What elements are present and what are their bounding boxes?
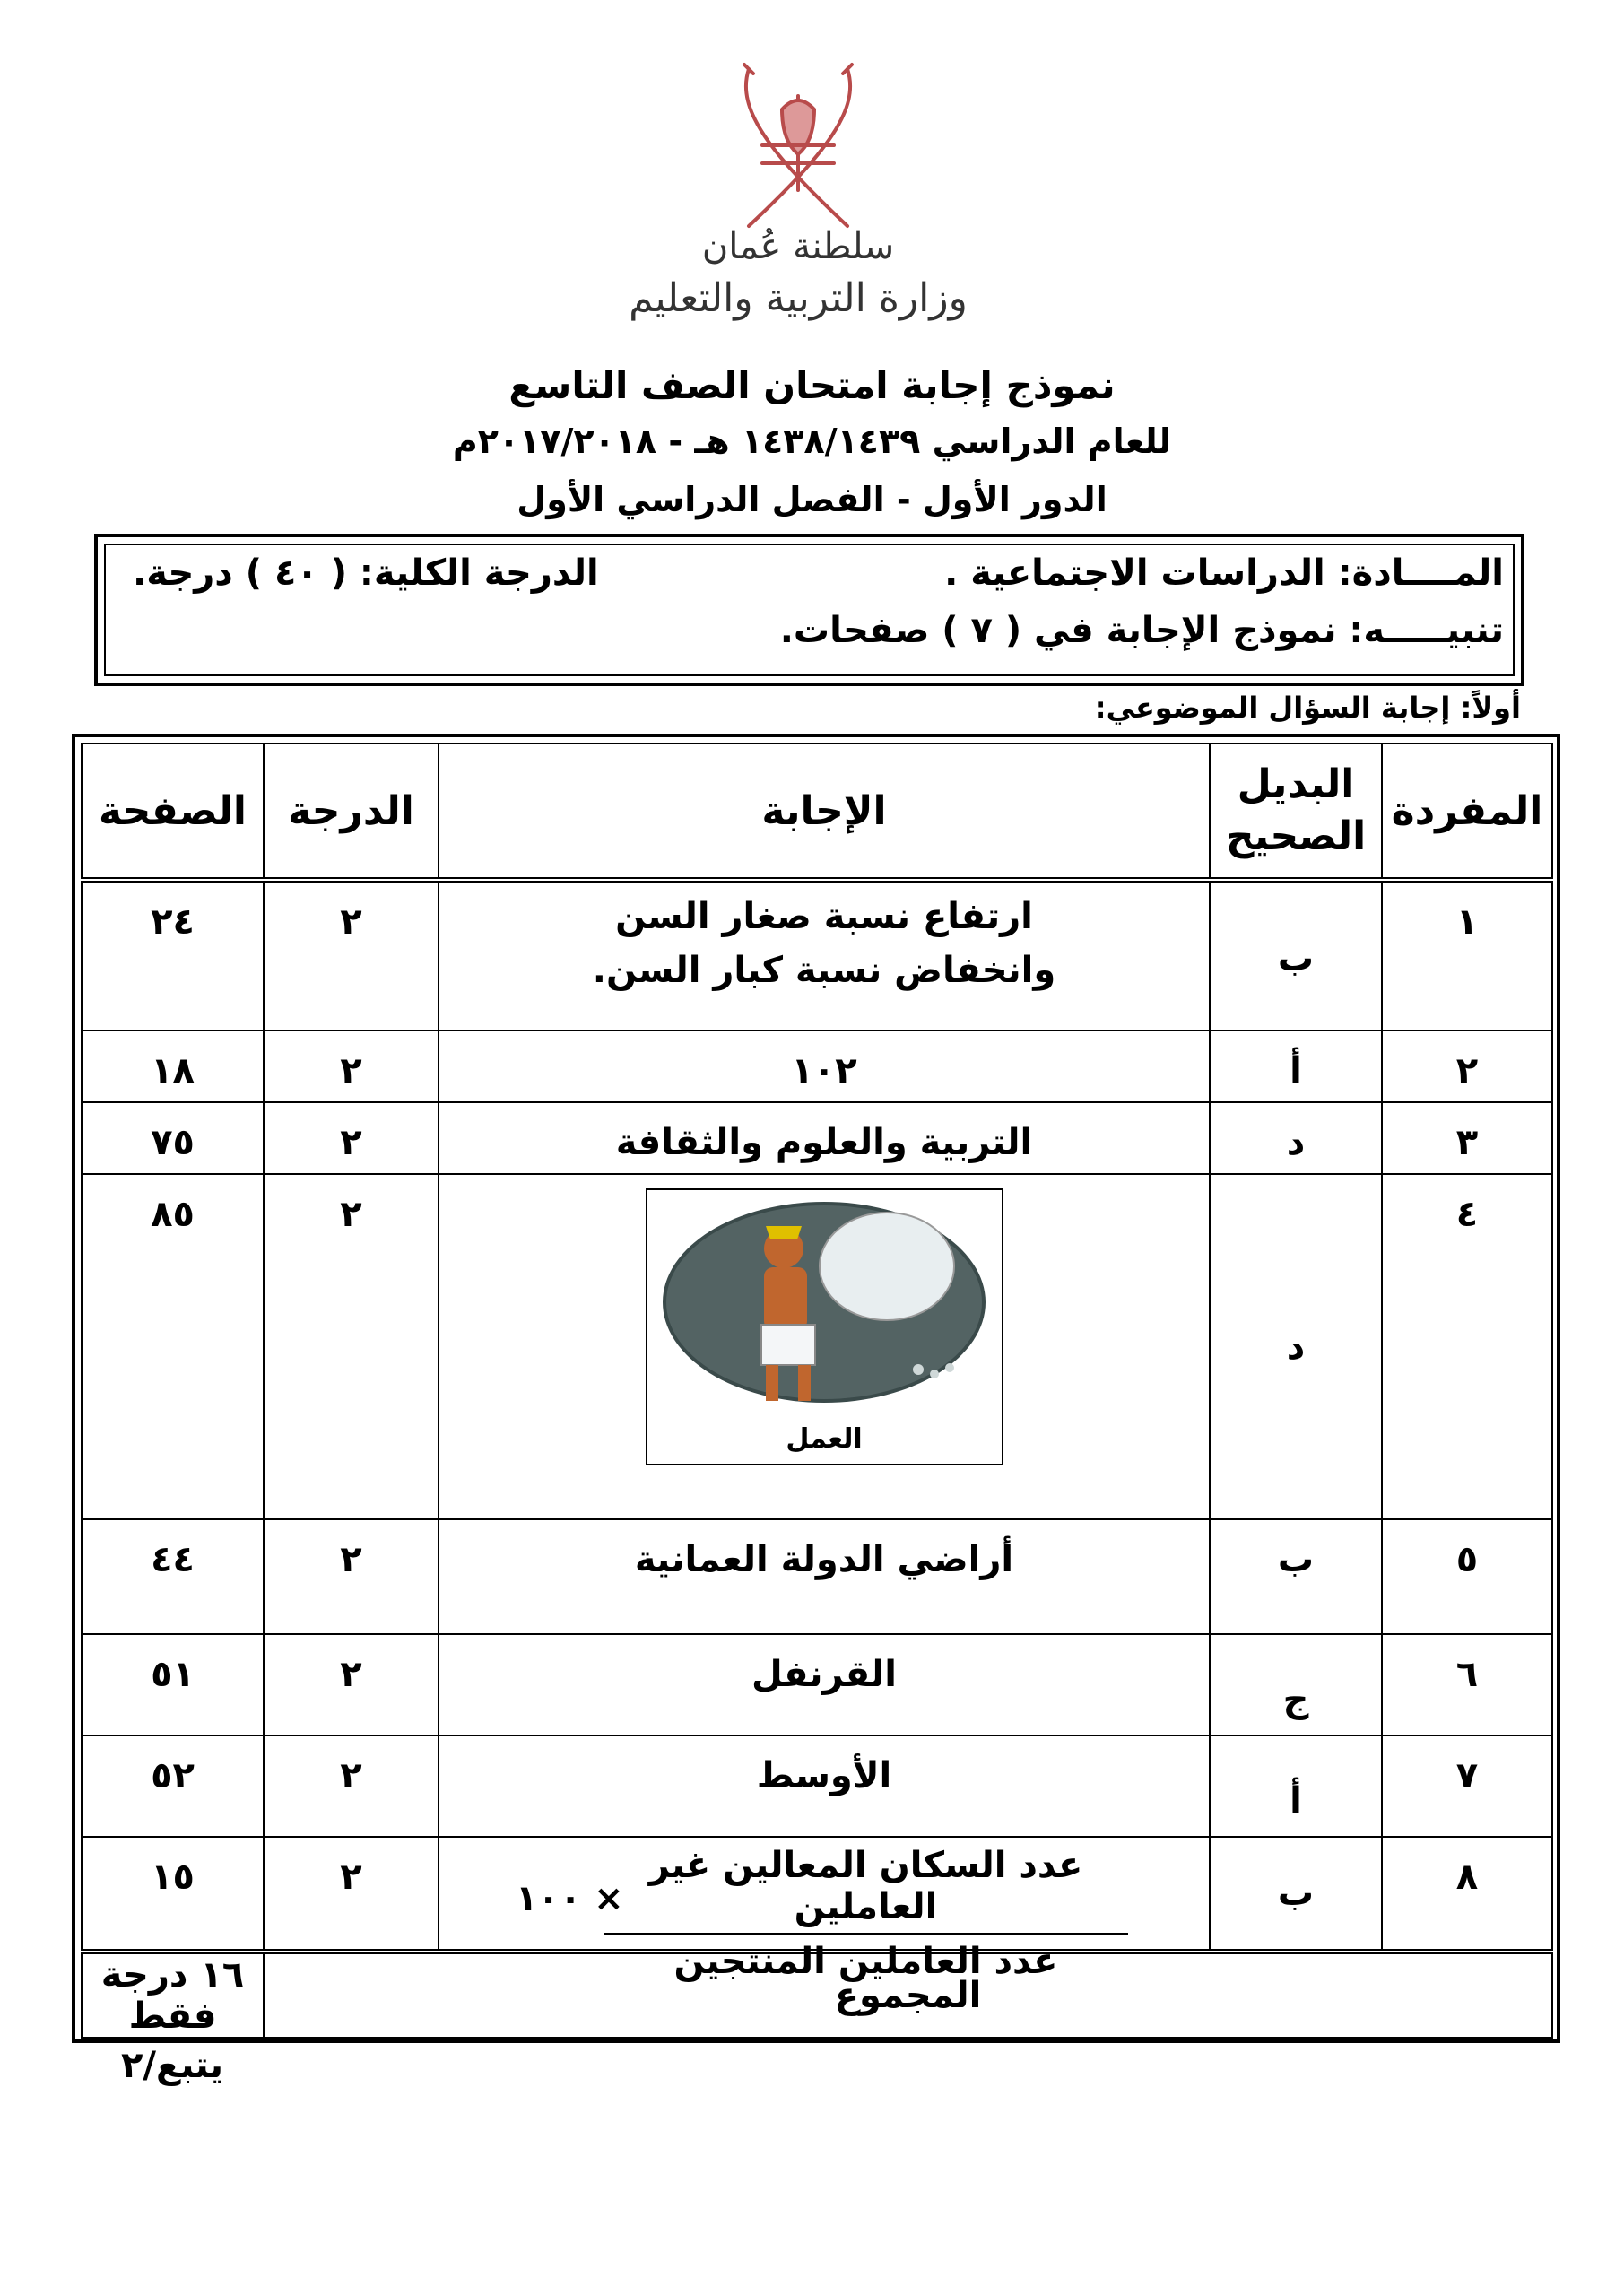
table-row xyxy=(82,880,1552,1031)
header-correct-alt: البديل الصحيح xyxy=(1210,744,1382,880)
picture-caption: العمل xyxy=(786,1423,863,1455)
table-row xyxy=(82,1837,1552,1952)
row-item: ٨ xyxy=(1382,1837,1552,1952)
row-alt: ب xyxy=(1210,1837,1382,1952)
table-row xyxy=(82,1735,1552,1837)
row-answer xyxy=(439,1174,1210,1519)
row-grade: ٢ xyxy=(264,1634,439,1735)
continued-note: يتبع/٢ xyxy=(121,2045,224,2086)
row-grade: ٢ xyxy=(264,1102,439,1174)
row-grade: ٢ xyxy=(264,1519,439,1634)
row-grade: ٢ xyxy=(264,1174,439,1519)
academic-year: للعام الدراسي ١٤٣٨/١٤٣٩ هـ - ٢٠١٧/٢٠١٨م xyxy=(452,422,1172,461)
exam-title: نموذج إجابة امتحان الصف التاسع xyxy=(508,363,1116,407)
country-name: سلطنة عُمان xyxy=(701,226,895,267)
row-grade: ٢ xyxy=(264,1837,439,1952)
row-item: ٥ xyxy=(1382,1519,1552,1634)
table-row xyxy=(82,1174,1552,1519)
row-grade: ٢ xyxy=(264,1031,439,1102)
header-grade: الدرجة xyxy=(264,744,439,880)
row-alt: ب xyxy=(1210,1519,1382,1634)
row-grade: ٢ xyxy=(264,1735,439,1837)
exam-term: الدور الأول - الفصل الدراسي الأول xyxy=(517,480,1107,519)
row-answer: الأوسط xyxy=(439,1735,1210,1837)
row-item: ٦ xyxy=(1382,1634,1552,1735)
row-answer: أراضي الدولة العمانية xyxy=(439,1519,1210,1634)
fraction-multiplier: × ١٠٠ xyxy=(516,1878,624,1919)
dependency-ratio-fraction xyxy=(604,1845,1128,1982)
row-page: ٧٥ xyxy=(82,1102,264,1174)
row-answer xyxy=(439,1837,1210,1982)
row-page: ٥٢ xyxy=(82,1735,264,1837)
row-page: ٥١ xyxy=(82,1634,264,1735)
total-grade-line: الدرجة الكلية: ( ٤٠ ) درجة. xyxy=(133,552,599,594)
exam-info-box xyxy=(94,534,1524,686)
row-answer: التربية والعلوم والثقافة xyxy=(439,1102,1210,1174)
row-page: ١٥ xyxy=(82,1837,264,1952)
table-row xyxy=(82,1031,1552,1102)
answer-table-frame xyxy=(72,734,1560,2043)
table-row xyxy=(82,1519,1552,1634)
ministry-logo xyxy=(628,56,968,334)
row-alt: ب xyxy=(1210,880,1382,1031)
row-alt: أ xyxy=(1210,1031,1382,1102)
row-alt: د xyxy=(1210,1102,1382,1174)
total-value: ١٦ درجة فقط xyxy=(82,1952,264,2038)
work-illustration xyxy=(646,1188,1003,1465)
row-item: ٤ xyxy=(1382,1174,1552,1519)
row-answer: القرنفل xyxy=(439,1634,1210,1735)
subject-line: المــــادة: الدراسات الاجتماعية . xyxy=(944,552,1504,594)
row-alt: ج xyxy=(1210,1634,1382,1735)
table-row xyxy=(82,1634,1552,1735)
total-label: المجموع xyxy=(264,1952,1552,2038)
fraction-denominator: عدد العاملين المنتجين xyxy=(673,1941,1058,1982)
table-header-row xyxy=(82,744,1552,880)
answer-table xyxy=(81,743,1553,2039)
section-title: أولاً: إجابة السؤال الموضوعي: xyxy=(1094,691,1521,725)
row-alt: أ xyxy=(1210,1735,1382,1837)
row-item: ١ xyxy=(1382,880,1552,1031)
fraction-numerator: عدد السكان المعالين غير العاملين xyxy=(648,1845,1083,1927)
row-page: ٤٤ xyxy=(82,1519,264,1634)
table-row xyxy=(82,1102,1552,1174)
row-grade: ٢ xyxy=(264,880,439,1031)
notice-line: تنبيـــــه: نموذج الإجابة في ( ٧ ) صفحات. xyxy=(779,610,1504,651)
worker-carrying-sack-icon xyxy=(649,1190,1000,1419)
row-page: ٨٥ xyxy=(82,1174,264,1519)
row-item: ٢ xyxy=(1382,1031,1552,1102)
header-answer: الإجابة xyxy=(439,744,1210,880)
row-alt: د xyxy=(1210,1174,1382,1519)
header-page: الصفحة xyxy=(82,744,264,880)
row-page: ٢٤ xyxy=(82,880,264,1031)
ministry-name: وزارة التربية والتعليم xyxy=(629,275,968,321)
row-answer: ارتفاع نسبة صغار السن وانخفاض نسبة كبار السن. xyxy=(439,880,1210,1031)
row-answer: ١٠٢ xyxy=(439,1031,1210,1102)
row-item: ٣ xyxy=(1382,1102,1552,1174)
row-page: ١٨ xyxy=(82,1031,264,1102)
header-item: المفردة xyxy=(1382,744,1552,880)
row-item: ٧ xyxy=(1382,1735,1552,1837)
fraction-bar xyxy=(604,1933,1128,1935)
